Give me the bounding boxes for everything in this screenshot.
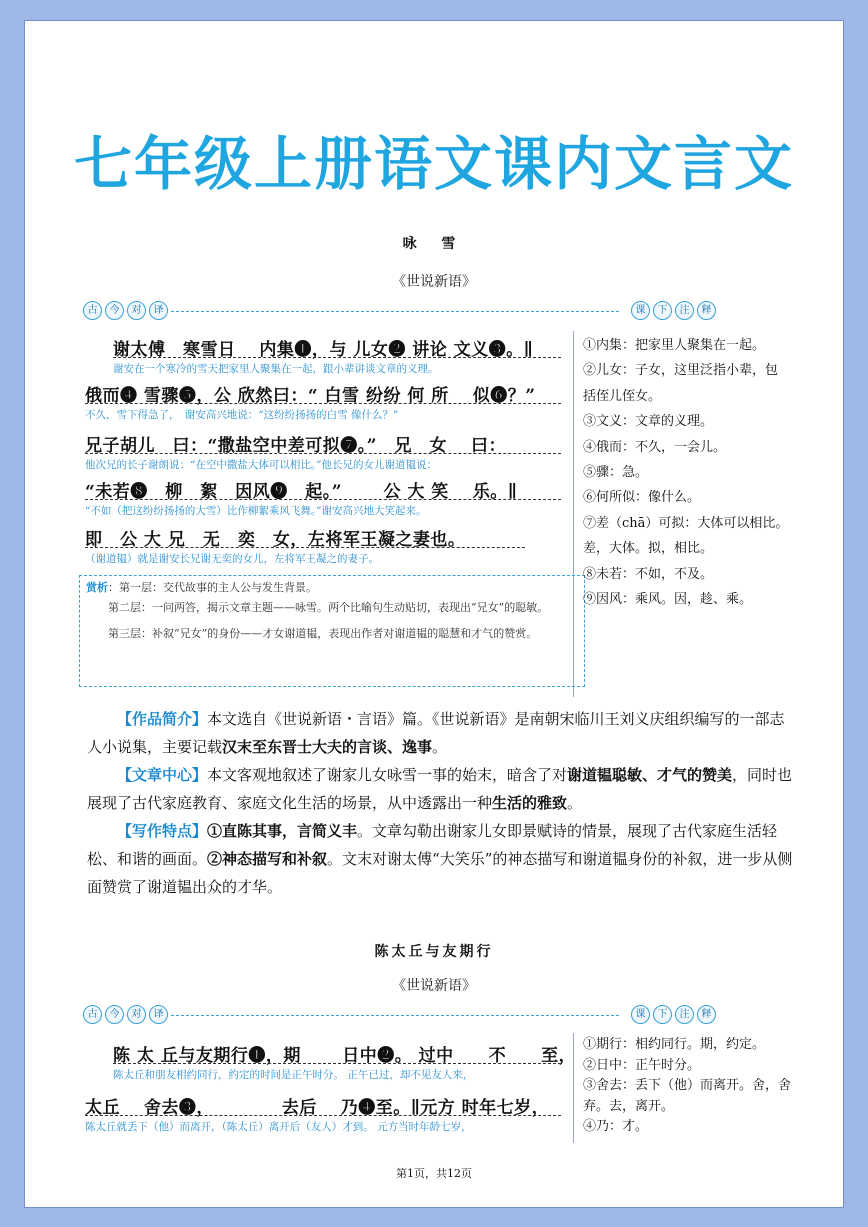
analysis-box [79,575,585,687]
original-text-line: 谢太傅 寒雪日 内集❶，与 儿女❷ 讲论 文义❸。∥ [113,340,534,360]
badge-char: 释 [697,1005,716,1024]
divider [171,1015,619,1016]
intro-text: 本文选自《世说新语・言语》篇。《世说新语》是南朝宋临川王刘义庆组织编写的一部志人小说集，主要记载 [87,710,785,756]
note-item: ①期行：相约同行。期，约定。 [583,1037,766,1052]
intro-highlight: 谢道韫聪敏、才气的赞美 [567,766,733,784]
badge-char: 今 [105,1005,124,1024]
notes-list [583,1035,791,1138]
intro-paragraph [87,705,793,901]
intro-text: 。 [432,738,448,756]
analysis-text: ：第一层：交代故事的主人公与发生背景。 [108,581,317,594]
badge-char: 释 [697,301,716,320]
document-page [24,20,844,1208]
note-item: ⑦差（chā）可拟：大体可以相比。 [583,515,789,531]
page-footer: 第1页，共12页 [396,1167,472,1180]
note-item: ⑥何所似：像什么。 [583,490,701,506]
translation-line: （谢道韫）就是谢安长兄谢无奕的女儿，左将军王凝之的妻子。 [85,553,379,565]
note-item: ①内集：把家里人聚集在一起。 [583,338,766,353]
badge-char: 对 [127,1005,146,1024]
note-item: ③舍去：丢下（他）而离开。舍，舍 [583,1078,792,1093]
original-text-line: “未若❽ 柳 絮 因风❾ 起。” 公 大 笑 乐。∥ [85,482,518,502]
underline [85,499,561,500]
intro-text: 本文客观地叙述了谢家儿女咏雪一事的始末，暗含了对 [207,766,568,784]
divider [171,311,619,312]
intro-tag: 【文章中心】 [117,766,208,784]
note-item: 括侄儿侄女。 [583,388,662,404]
note-item: ③文义：文章的义理。 [583,414,714,430]
page-title: 七年级上册语文课内文言文 [73,130,794,198]
badge-notes [631,1005,716,1024]
intro-text: 。 [567,794,583,812]
intro-text: ，同时也展现了古代家庭教育、家庭文化生活的场景，从中透露出一种 [87,766,793,812]
analysis-text: 第二层：一问两答，揭示文章主题——咏雪。两个比喻句生动贴切，表现出“兄女”的聪敏。 [108,601,549,614]
note-item: ④乃：才。 [583,1119,649,1134]
intro-highlight: ②神态描写和补叙 [207,850,328,868]
translation-line: 他次兄的长子谢朗说：“在空中撒盐大体可以相比。”他长兄的女儿谢道韫说： [85,459,437,471]
badge-char: 译 [149,301,168,320]
underline [113,1063,561,1064]
intro-text: 。文章勾勒出谢家儿女即景赋诗的情景，展现了古代家庭生活轻松、和谐的画面。 [87,822,778,868]
note-item: ⑤骤：急。 [583,465,649,481]
translation-line: 不久，雪下得急了， 谢安高兴地说：“这纷纷扬扬的白雪 像什么？” [85,409,399,421]
badge-char: 注 [675,301,694,320]
badge-char: 古 [83,301,102,320]
badge-char: 注 [675,1005,694,1024]
underline [113,357,561,358]
original-text-line: 即 公 大 兄 无 奕 女，左将军王凝之妻也。 [85,530,466,550]
original-text-line: 陈 太 丘与友期行❶，期 日中❷。 过中 不 至， [113,1046,577,1066]
note-item: ②日中：正午时分。 [583,1057,701,1073]
badge-char: 今 [105,301,124,320]
badge-char: 课 [631,301,650,320]
analysis-text: 第三层：补叙“兄女”的身份——才女谢道韫，表现出作者对谢道韫的聪慧和才气的赞赏。 [108,627,538,640]
underline [85,1115,561,1116]
notes-list [583,333,788,612]
badge-char: 古 [83,1005,102,1024]
intro-text: 。文末对谢太傅“大笑乐”的神态描写和谢道韫身份的补叙，进一步从侧面赞赏了谢道韫出众的才华。 [87,850,793,896]
intro-highlight: 汉末至东晋士大夫的言谈、逸事 [222,738,433,756]
underline [85,453,561,454]
translation-line: 陈太丘就丢下（他）而离开，（陈太丘）离开后（友人）才到。 元方当时年龄七岁， [85,1121,472,1133]
badge-char: 下 [653,301,672,320]
analysis-label: 赏析 [86,581,108,594]
intro-highlight: ①直陈其事，言简义丰 [207,822,358,840]
note-item: ④俄而：不久，一会儿。 [583,439,727,455]
note-item: ⑧未若：不如，不及。 [583,566,714,582]
badge-translation [83,1005,168,1024]
translation-line: 陈太丘和朋友相约同行，约定的时间是正午时分。 正午已过，却不见友人来， [113,1069,474,1081]
badge-char: 课 [631,1005,650,1024]
badge-char: 对 [127,301,146,320]
badge-char: 译 [149,1005,168,1024]
underline [85,547,525,548]
note-item: ②儿女：子女，这里泛指小辈，包 [583,363,779,379]
badge-notes [631,301,716,320]
section-title: 陈太丘与友期行 [374,944,494,960]
note-item: 差，大体。拟，相比。 [583,541,714,557]
translation-line: “不如（把这纷纷扬扬的大雪）比作柳絮乘风飞舞。”谢安高兴地大笑起来。 [85,505,427,517]
section-source: 《世说新语》 [392,274,476,290]
section-source: 《世说新语》 [392,978,476,994]
note-item: 弃。去，离开。 [583,1098,675,1114]
badge-translation [83,301,168,320]
badge-char: 下 [653,1005,672,1024]
note-item: ⑨因风：乘风。因，趁、乘。 [583,592,753,608]
section-title: 咏 雪 [402,236,466,252]
intro-highlight: 生活的雅致 [492,794,568,812]
original-text-line: 俄而❹ 雪骤❺，公 欣然曰：“ 白雪 纷纷 何 所 似❻？” [85,386,536,406]
intro-tag: 【写作特点】 [117,822,208,840]
original-text-line: 太丘 舍去❸， 去后 乃❹至。∥元方 时年七岁， [85,1098,550,1118]
underline [85,403,561,404]
intro-tag: 【作品简介】 [117,710,208,728]
translation-line: 谢安在一个寒冷的雪天把家里人聚集在一起，跟小辈讲谈文章的义理。 [113,363,439,375]
original-text-line: 兄子胡儿 曰：“撒盐空中差可拟❼。” 兄 女 曰： [85,436,506,456]
